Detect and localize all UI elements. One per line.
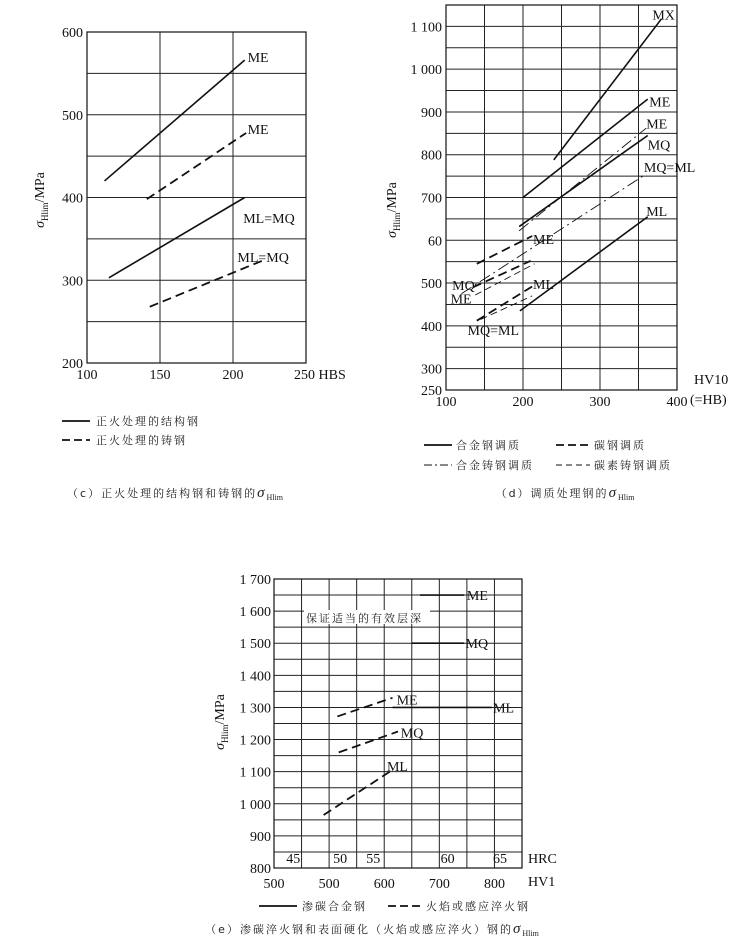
legend-label: 合金钢调质 [456, 439, 521, 452]
series-line-ml-eq-mq [109, 198, 245, 278]
series-label: MQ=ML [467, 324, 520, 340]
sigma-symbol: σ [33, 220, 48, 228]
series-line-mx [554, 19, 662, 160]
series-label: MQ=ML [643, 161, 696, 177]
x-tick-label: 100 [76, 368, 98, 383]
series-label: ML [493, 701, 515, 717]
legend-label: 碳钢调质 [594, 439, 646, 452]
y-tick-label: 200 [62, 357, 83, 372]
series-label: ML=MQ [243, 212, 295, 228]
caption-text: （c）正火处理的结构钢和铸钢的 [67, 487, 258, 500]
x-axis-label-2: (=HB) [690, 393, 727, 408]
hv-tick-label: 700 [428, 877, 450, 892]
y-axis-label [385, 181, 402, 238]
x-tick-label: 300 [589, 395, 611, 410]
y-tick-label: 400 [421, 319, 442, 335]
y-tick-label: 1 500 [239, 637, 271, 653]
y-tick-label: 600 [62, 26, 83, 41]
legend-label: 正火处理的结构钢 [96, 415, 200, 428]
unit-text: /MPa [213, 694, 228, 725]
x-tick-label: 250 HBS [294, 368, 346, 383]
x-tick-label: 200 [512, 395, 534, 410]
caption-subscript: Hlim [522, 929, 539, 938]
series-label: MQ [647, 138, 671, 154]
hrc-tick-label: 45 [286, 852, 301, 867]
series-label: ME [247, 50, 269, 66]
y-tick-label: 1 600 [239, 605, 271, 621]
y-tick-label: 1 200 [239, 733, 271, 749]
y-tick-label: 1 700 [239, 573, 271, 588]
y-tick-label: 1 300 [239, 701, 271, 717]
y-tick-label: 1 100 [239, 765, 271, 781]
legend-label: 火焰或感应淬火钢 [426, 900, 530, 913]
y-tick-label: 500 [421, 277, 442, 293]
caption-sigma: σ [257, 485, 267, 501]
series-label: ME [646, 117, 668, 133]
series-line-me [519, 128, 646, 231]
series-line-ml [520, 217, 648, 311]
series-line-me [147, 133, 246, 199]
hv-tick-label: 600 [373, 877, 395, 892]
series-label: ME [247, 122, 269, 138]
series-label: ME [533, 232, 555, 248]
legend-label: 渗碳合金钢 [302, 900, 367, 913]
x-tick-label: 150 [149, 368, 171, 383]
chart-e [205, 573, 557, 938]
y-tick-label: 1 000 [239, 797, 271, 813]
series-label: ME [450, 292, 472, 308]
hrc-tick-label: 65 [492, 852, 507, 867]
caption-text: （d）调质处理钢的 [495, 487, 609, 500]
hv-tick-label: 500 [263, 877, 285, 892]
y-axis-label [33, 171, 50, 228]
y-tick-label: 400 [62, 191, 83, 207]
figure-caption [205, 921, 539, 938]
series-line-ml [477, 286, 532, 320]
caption-subscript: Hlim [266, 493, 283, 502]
series-label: ML [386, 759, 408, 775]
unit-text: /MPa [33, 172, 48, 203]
y-tick-label: 1 100 [410, 20, 442, 36]
x-tick-label: 100 [435, 395, 457, 410]
hrc-axis-label: HRC [528, 852, 557, 867]
sigma-subscript: Hlim [392, 212, 402, 231]
series-label: ME [649, 95, 671, 111]
hrc-tick-label: 55 [366, 852, 381, 867]
legend-label: 正火处理的铸钢 [96, 434, 187, 447]
y-tick-label: 500 [62, 108, 83, 124]
x-axis-label: HV10 [694, 373, 729, 388]
y-tick-label: 900 [250, 829, 271, 845]
annotation-text: 保证适当的有效层深 [306, 612, 423, 625]
figure-caption [67, 485, 284, 502]
series-label: MQ [465, 637, 489, 653]
series-label: ML [533, 277, 555, 293]
y-tick-label: 700 [421, 191, 442, 207]
hv-axis-label: HV1 [528, 875, 556, 890]
y-tick-label: 1 400 [239, 669, 271, 685]
sigma-symbol: σ [385, 230, 400, 238]
series-line-ml-eq-mq [150, 260, 265, 307]
x-tick-label: 400 [666, 395, 688, 410]
hv-tick-label: 500 [318, 877, 340, 892]
series-label: ME [396, 693, 418, 709]
y-tick-label: 800 [250, 862, 271, 877]
series-label: ML [646, 205, 668, 221]
hrc-tick-label: 50 [333, 852, 348, 867]
y-tick-label: 300 [421, 362, 442, 378]
sigma-symbol: σ [213, 742, 228, 750]
hv-tick-label: 800 [483, 877, 505, 892]
chart-c [33, 26, 346, 502]
hrc-tick-label: 60 [440, 852, 455, 867]
series-label: MX [652, 8, 675, 24]
y-tick-label: 1 000 [410, 63, 442, 79]
caption-sigma: σ [512, 921, 523, 937]
figure-caption [496, 485, 636, 502]
series-line-me [105, 60, 245, 181]
caption-text: （e）渗碳淬火钢和表面硬化（火焰或感应淬火）钢的 [205, 923, 513, 936]
y-tick-label: 900 [421, 105, 442, 121]
sigma-subscript: Hlim [220, 724, 230, 743]
unit-text: /MPa [385, 182, 400, 213]
y-axis-label [213, 693, 230, 750]
series-label: MQ [400, 726, 424, 742]
x-tick-label: 200 [222, 368, 244, 383]
series-label: MQ [452, 278, 475, 294]
y-tick-label: 800 [421, 148, 442, 164]
series-label: ME [466, 589, 488, 605]
y-tick-label: 300 [62, 274, 83, 290]
legend-label: 碳素铸钢调质 [594, 459, 672, 472]
chart-d [385, 5, 728, 502]
series-line-mq [339, 732, 398, 753]
legend-label: 合金铸钢调质 [456, 459, 534, 472]
caption-sigma: σ [608, 485, 618, 501]
y-tick-label: 250 [421, 384, 442, 399]
caption-subscript: Hlim [617, 493, 635, 502]
series-label: ML=MQ [237, 251, 289, 267]
y-tick-label: 60 [428, 234, 442, 250]
sigma-subscript: Hlim [40, 202, 50, 221]
